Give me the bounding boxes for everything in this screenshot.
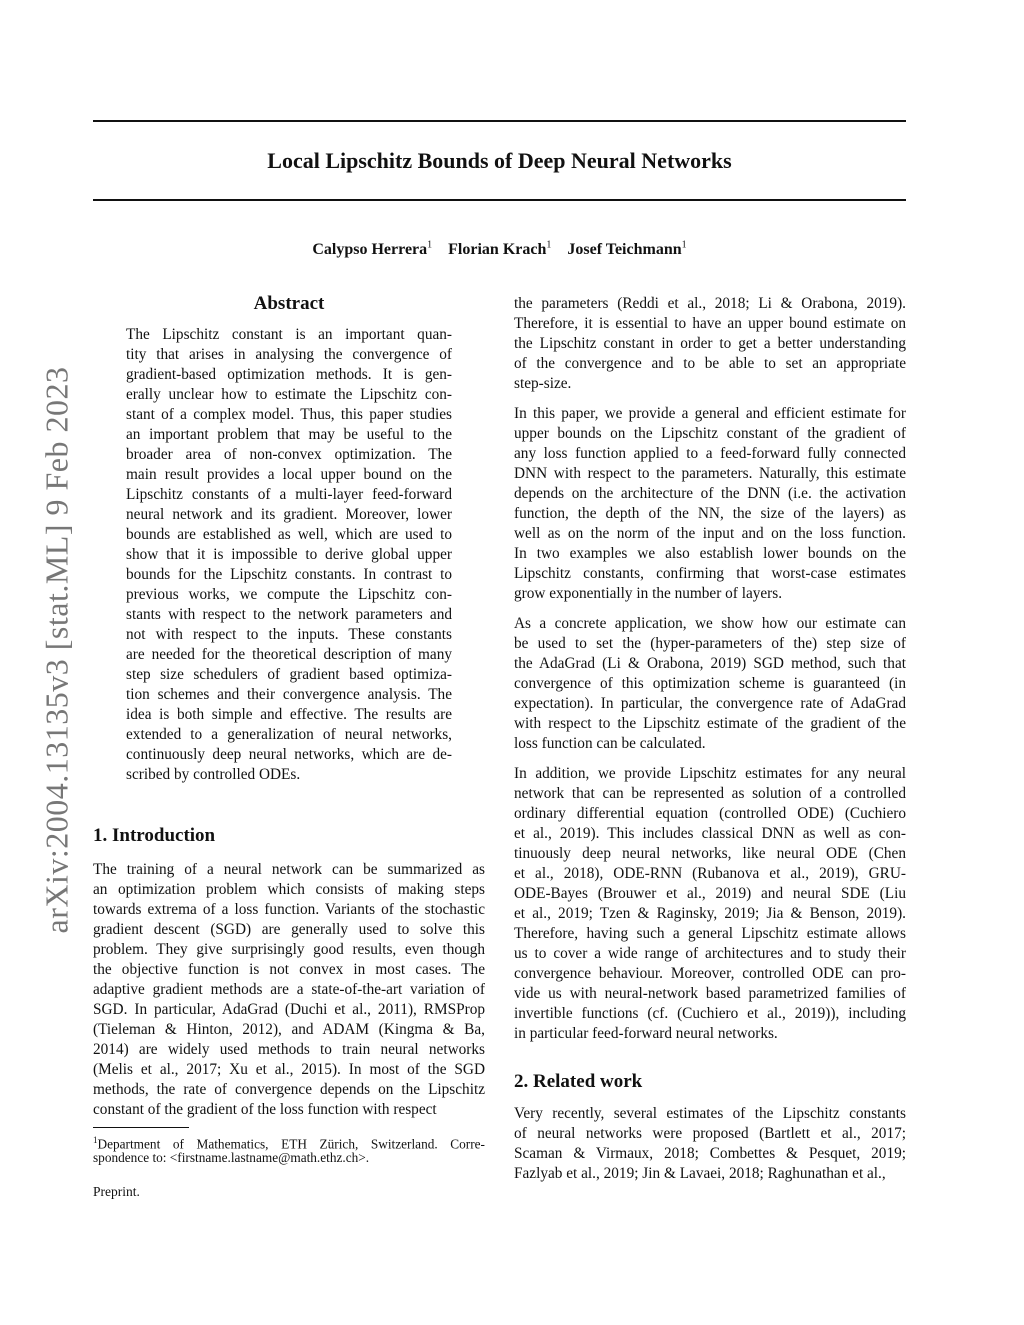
author-affiliation-marker: 1 <box>427 240 433 251</box>
text-line: Therefore, it is essential to have an upper bound estimate on <box>514 315 906 332</box>
text-line: Therefore, having such a general Lipschitz estimate allows <box>514 925 906 942</box>
right-paragraph-3 <box>514 614 906 754</box>
text-line: The training of a neural network can be summarized as <box>93 861 485 878</box>
right-paragraph-2 <box>514 404 906 604</box>
text-line: et al., 2019). This includes classical DNN as well as con- <box>514 825 906 842</box>
text-line: be used to set the (hyper-parameters of the) step size of <box>514 635 906 652</box>
text-line: stants with respect to the network parameters and <box>126 606 452 623</box>
text-line: towards extrema of a loss function. Variants of the stochastic <box>93 901 485 918</box>
text-line: expectation). In particular, the convergence rate of AdaGrad <box>514 695 906 712</box>
text-line: bounds are established as well, which are used to <box>126 526 452 543</box>
text-line: network that can be represented as solution of a controlled <box>514 785 906 802</box>
text-line: convergence behaviour. Moreover, controlled ODE can pro- <box>514 965 906 982</box>
author-name: Florian Krach <box>448 241 547 259</box>
paper-title: Local Lipschitz Bounds of Deep Neural Networks <box>267 148 732 173</box>
text-line: et al., 2019; Tzen & Raginsky, 2019; Jia & Benson, 2019). <box>514 905 906 922</box>
text-line: Fazlyab et al., 2019; Jin & Lavaei, 2018; Raghunathan et al., <box>514 1165 886 1182</box>
text-line: scribed by controlled ODEs. <box>126 766 301 783</box>
text-line: an optimization problem which consists of making steps <box>93 881 485 898</box>
text-line: gradient-based optimization methods. It is gen- <box>126 366 452 383</box>
text-line: not with respect to the inputs. These constants <box>126 626 452 643</box>
text-line: 2014) are widely used methods to train neural networks <box>93 1041 485 1058</box>
text-line: any loss function applied to a feed-forward fully connected <box>514 445 906 462</box>
text-line: tinuously deep neural networks, like neural ODE (Chen <box>514 845 906 862</box>
text-line: methods, the rate of convergence depends on the Lipschitz <box>93 1081 485 1098</box>
text-line: vide us with neural-network based parametrized families of <box>514 985 906 1002</box>
text-line: bounds for the Lipschitz constants. In contrast to <box>126 566 452 583</box>
text-line: As a concrete application, we show how our estimate can <box>514 615 906 632</box>
text-line: problem. They give surprisingly good results, even though <box>93 941 485 958</box>
text-line: depends on the architecture of the DNN (i.e. the activation <box>514 485 906 502</box>
text-line: The Lipschitz constant is an important quan- <box>126 326 452 343</box>
text-line: the AdaGrad (Li & Orabona, 2019) SGD method, such that <box>514 655 906 672</box>
text-line: In two examples we also establish lower bounds on the <box>514 545 906 562</box>
text-line: extended to a generalization of neural networks, <box>126 726 452 743</box>
right-paragraph-4 <box>514 764 906 1044</box>
preprint-label: Preprint. <box>93 1184 140 1199</box>
text-line: tity that arises in analysing the convergence of <box>126 346 452 363</box>
abstract-heading: Abstract <box>253 293 325 314</box>
text-line: adaptive gradient methods are a state-of-the-art variation of <box>93 981 485 998</box>
footnote-rule <box>93 1127 189 1128</box>
author <box>448 241 551 258</box>
right-paragraph-5 <box>514 1104 906 1184</box>
text-line: well as on the norm of the input and on the loss function. <box>514 525 906 542</box>
footnote <box>93 1131 485 1167</box>
footnote-line <box>93 1131 485 1152</box>
text-line: idea is both simple and effective. The results are <box>126 706 452 723</box>
related-work-heading: 2. Related work <box>514 1071 643 1092</box>
text-line: ordinary differential equation (controlled ODE) (Cuchiero <box>514 805 906 822</box>
text-line: invertible functions (cf. (Cuchiero et al., 2019)), including <box>514 1005 906 1022</box>
text-line: step size schedulers of gradient based optimiza- <box>126 666 452 683</box>
text-line: Very recently, several estimates of the Lipschitz constants <box>514 1105 906 1122</box>
text-line: convergence of this optimization scheme is guaranteed (in <box>514 675 906 692</box>
introduction-heading: 1. Introduction <box>93 825 216 846</box>
footnote-text: Department of Mathematics, ETH Zürich, Switzerland. Corre- <box>97 1136 485 1152</box>
right-paragraph-1 <box>514 294 906 394</box>
text-line: erally unclear how to estimate the Lipschitz con- <box>126 386 452 403</box>
text-line: In addition, we provide Lipschitz estimates for any neural <box>514 765 906 782</box>
text-line: constant of the gradient of the loss function with respect <box>93 1101 437 1118</box>
text-line: DNN with respect to the parameters. Naturally, this estimate <box>514 465 906 482</box>
author-list <box>93 236 906 260</box>
text-line: an important problem that may be useful to the <box>126 426 452 443</box>
text-line: of the convergence and to be able to set an appropriate <box>514 355 906 372</box>
text-line: SGD. In particular, AdaGrad (Duchi et al., 2011), RMSProp <box>93 1001 485 1018</box>
text-line: loss function can be calculated. <box>514 735 706 752</box>
author <box>567 241 686 258</box>
text-line: stant of a complex model. Thus, this paper studies <box>126 406 452 423</box>
text-line: in particular feed-forward neural networks. <box>514 1025 778 1042</box>
text-line: continuously deep neural networks, which are de- <box>126 746 452 763</box>
text-line: the Lipschitz constant in order to get a better understanding <box>514 335 906 352</box>
text-line: step-size. <box>514 375 572 392</box>
introduction-body <box>93 860 485 1120</box>
text-line: broader area of non-convex optimization. The <box>126 446 452 463</box>
text-line: (Melis et al., 2017; Xu et al., 2015). In most of the SGD <box>93 1061 485 1078</box>
abstract-body <box>126 325 452 785</box>
text-line: gradient descent (SGD) are generally used to solve this <box>93 921 485 938</box>
author-name: Calypso Herrera <box>312 241 428 259</box>
text-line: function, the depth of the NN, the size of the layers) as <box>514 505 906 522</box>
text-line: grow exponentially in the number of layers. <box>514 585 783 602</box>
author <box>312 241 432 258</box>
footnote-line: spondence to: <firstname.lastname@math.ethz.ch>. <box>93 1150 370 1165</box>
text-line: neural network and its gradient. Moreover, lower <box>126 506 452 523</box>
text-line: ODE-Bayes (Brouwer et al., 2019) and neural SDE (Liu <box>514 885 906 902</box>
text-line: Lipschitz constants, confirming that worst-case estimates <box>514 565 906 582</box>
text-line: show that it is impossible to derive global upper <box>126 546 452 563</box>
title-rule-bottom <box>93 199 906 201</box>
author-name: Josef Teichmann <box>567 241 682 259</box>
text-line: et al., 2018), ODE-RNN (Rubanova et al., 2019), GRU- <box>514 865 906 882</box>
text-line: Lipschitz constants of a multi-layer feed-forward <box>126 486 452 503</box>
text-line: tion schemes and their convergence analysis. The <box>126 686 452 703</box>
title-rule-top <box>93 120 906 122</box>
author-affiliation-marker: 1 <box>546 240 552 251</box>
text-line: with respect to the Lipschitz estimate of the gradient of the <box>514 715 906 732</box>
arxiv-identifier-stamp: arXiv:2004.13135v3 [stat.ML] 9 Feb 2023 <box>38 366 75 934</box>
text-line: In this paper, we provide a general and efficient estimate for <box>514 405 906 422</box>
text-line: upper bounds on the Lipschitz constant of the gradient of <box>514 425 906 442</box>
text-line: the objective function is not convex in most cases. The <box>93 961 485 978</box>
text-line: of neural networks were proposed (Bartlett et al., 2017; <box>514 1125 906 1142</box>
text-line: (Tieleman & Hinton, 2012), and ADAM (Kingma & Ba, <box>93 1021 485 1038</box>
author-affiliation-marker: 1 <box>681 240 687 251</box>
text-line: main result provides a local upper bound on the <box>126 466 452 483</box>
text-line: previous works, we compute the Lipschitz con- <box>126 586 452 603</box>
text-line: are needed for the theoretical description of many <box>126 646 452 663</box>
footnote-marker: 1 <box>93 1135 98 1145</box>
text-line: us to cover a wide range of architectures and to study their <box>514 945 906 962</box>
text-line: the parameters (Reddi et al., 2018; Li & Orabona, 2019). <box>514 295 906 312</box>
text-line: Scaman & Virmaux, 2018; Combettes & Pesquet, 2019; <box>514 1145 906 1162</box>
